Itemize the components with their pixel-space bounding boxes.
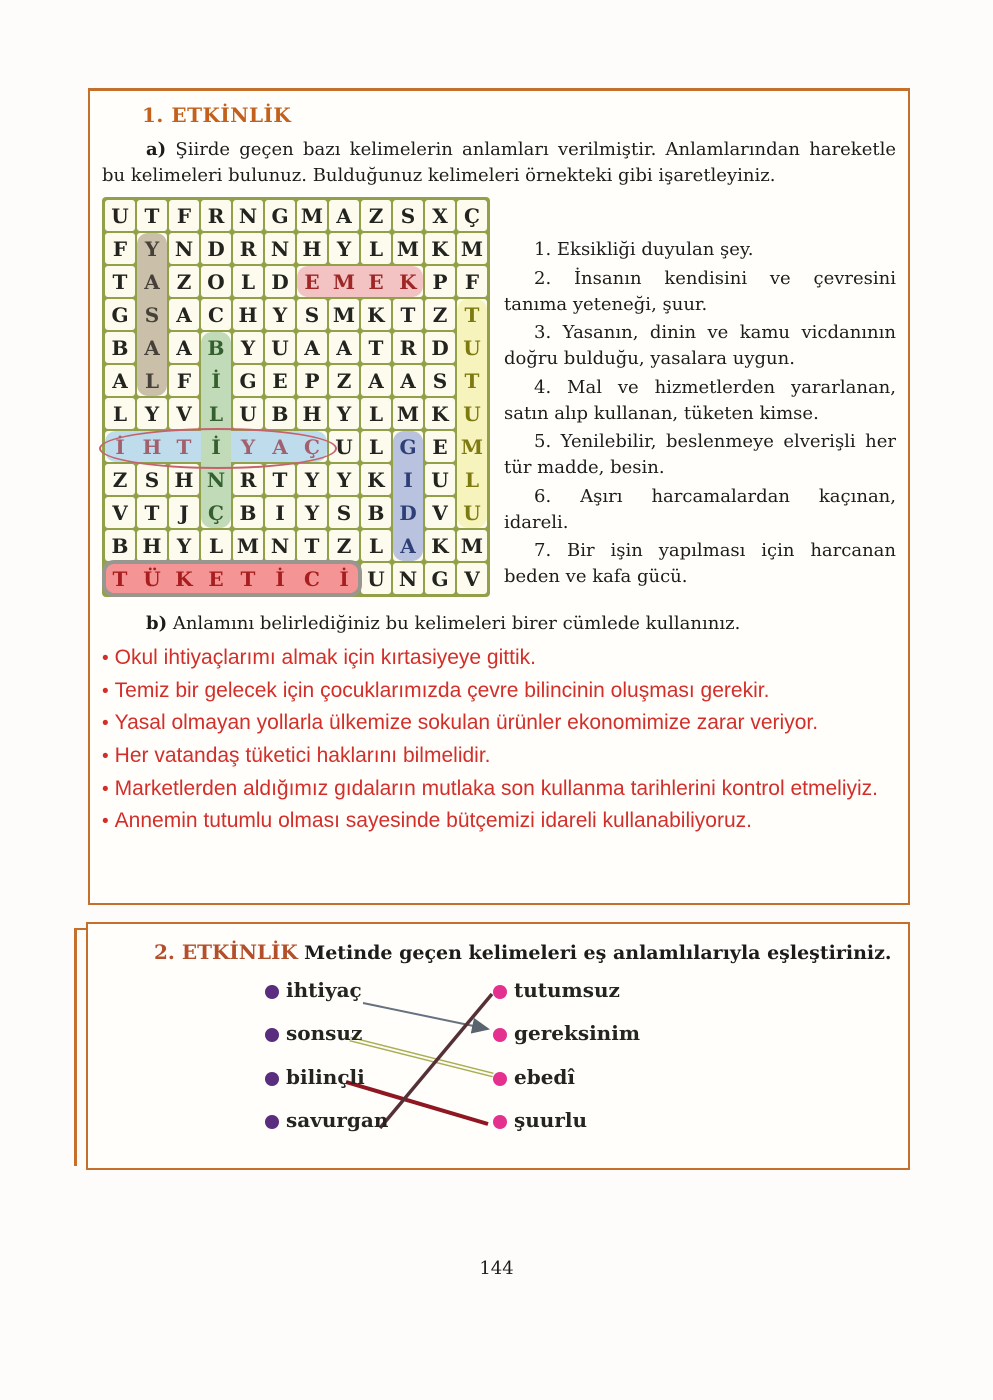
grid-letter: U [463, 335, 481, 360]
grid-letter: S [304, 302, 320, 327]
grid-letter: B [111, 335, 129, 360]
grid-letter: E [272, 368, 288, 393]
grid-letter: K [431, 236, 449, 261]
grid-letter: P [432, 269, 448, 294]
grid-cell [457, 530, 487, 561]
grid-letter: Y [240, 335, 256, 360]
grid-letter: K [367, 302, 385, 327]
grid-letter: İ [115, 434, 125, 459]
left-word-sonsuz: sonsuz [286, 1021, 363, 1045]
matching-lines-svg [88, 972, 908, 1162]
grid-letter: Ç [208, 500, 224, 525]
grid-letter: I [275, 500, 285, 525]
grid-letter: Z [368, 203, 384, 228]
grid-letter: Y [336, 236, 352, 261]
grid-letter: A [112, 368, 128, 393]
example-sentence: • Yasal olmayan yollarla ülkemize sokulan ürünler ekonomimize zarar veriyor. [102, 711, 819, 735]
grid-letter: Z [432, 302, 448, 327]
grid-letter: G [271, 203, 289, 228]
grid-letter: U [335, 434, 353, 459]
grid-letter: T [144, 500, 160, 525]
grid-cell [233, 530, 263, 561]
grid-letter: K [175, 566, 193, 591]
grid-letter: B [367, 500, 385, 525]
grid-letter: T [272, 467, 288, 492]
grid-letter: H [302, 401, 322, 426]
definition-item: 4. Mal ve hizmetlerden yararlanan, satın alıp kullanan, tüketen kimse. [504, 376, 896, 424]
right-word-tutumsuz: tutumsuz [514, 978, 620, 1002]
grid-letter: Y [336, 467, 352, 492]
grid-letter: A [400, 533, 416, 558]
grid-letter: K [431, 533, 449, 558]
grid-letter: Y [272, 302, 288, 327]
grid-letter: T [400, 302, 416, 327]
grid-letter: U [463, 500, 481, 525]
grid-letter: M [396, 236, 420, 261]
grid-letter: G [431, 566, 449, 591]
example-sentence: • Her vatandaş tüketici haklarını bilmelidir. [102, 744, 491, 768]
grid-letter: M [396, 401, 420, 426]
grid-letter: İ [211, 434, 221, 459]
grid-letter: X [432, 203, 448, 228]
grid-letter: L [144, 368, 160, 393]
grid-letter: Y [176, 533, 192, 558]
grid-letter: R [239, 467, 257, 492]
grid-letter: V [464, 566, 480, 591]
grid-letter: H [238, 302, 258, 327]
right-dot-icon [493, 1028, 507, 1042]
grid-letter: T [176, 434, 192, 459]
grid-letter: A [272, 434, 288, 459]
grid-letter: E [208, 566, 224, 591]
example-sentence: • Okul ihtiyaçlarımı almak için kırtasiyeye gittik. [102, 646, 536, 670]
grid-letter: Z [112, 467, 128, 492]
grid-letter: M [300, 203, 324, 228]
grid-letter: T [368, 335, 384, 360]
definition-item: 2. İnsanın kendisini ve çevresini tanıma yeteneği, şuur. [504, 267, 896, 315]
grid-letter: B [111, 533, 129, 558]
left-dot-icon [265, 1115, 279, 1129]
grid-letter: M [460, 434, 484, 459]
word-search-grid [102, 197, 490, 597]
definition-item: 6. Aşırı harcamalardan kaçınan, idareli. [504, 485, 896, 533]
grid-letter: E [304, 269, 320, 294]
grid-letter: U [367, 566, 385, 591]
grid-letter: U [271, 335, 289, 360]
grid-cell [329, 266, 359, 297]
example-sentence: • Marketlerden aldığımız gıdaların mutlaka son kullanma tarihlerini kontrol etmeliyiz. [102, 776, 878, 800]
grid-letter: H [302, 236, 322, 261]
grid-letter: Y [144, 236, 160, 261]
grid-letter: K [399, 269, 417, 294]
grid-letter: A [336, 203, 352, 228]
grid-cell [457, 431, 487, 462]
grid-letter: T [112, 269, 128, 294]
grid-letter: C [304, 566, 320, 591]
grid-letter: D [271, 269, 289, 294]
grid-letter: N [270, 533, 290, 558]
definition-item: 3. Yasanın, dinin ve kamu vicdanının doğru bulduğu, yasalara uygun. [504, 322, 896, 370]
grid-letter: İ [275, 566, 285, 591]
grid-letter: D [207, 236, 225, 261]
grid-letter: H [174, 467, 194, 492]
grid-letter: Z [336, 533, 352, 558]
example-sentence: • Annemin tutumlu olması sayesinde bütçemizi idareli kullanabiliyoruz. [102, 809, 752, 833]
bullet-icon: • [102, 713, 109, 735]
grid-letter: Ü [143, 566, 161, 591]
grid-letter: İ [339, 566, 349, 591]
grid-letter: L [208, 401, 224, 426]
grid-letter: Ç [464, 203, 480, 228]
grid-letter: T [304, 533, 320, 558]
grid-letter: G [111, 302, 129, 327]
grid-letter: İ [211, 368, 221, 393]
grid-letter: V [432, 500, 448, 525]
grid-letter: Z [176, 269, 192, 294]
grid-letter: D [399, 500, 417, 525]
grid-letter: T [240, 566, 256, 591]
grid-letter: B [239, 500, 257, 525]
match-line-ihtiyaç-gereksinim [363, 1003, 488, 1029]
grid-letter: S [144, 302, 160, 327]
grid-letter: F [176, 203, 192, 228]
left-word-ihtiyaç: ihtiyaç [286, 978, 362, 1002]
left-dot-icon [265, 1072, 279, 1086]
grid-letter: L [208, 533, 224, 558]
grid-letter: E [368, 269, 384, 294]
grid-letter: Z [336, 368, 352, 393]
grid-letter: A [144, 335, 160, 360]
grid-letter: U [431, 467, 449, 492]
sentence-list [102, 642, 896, 837]
grid-letter: V [176, 401, 192, 426]
grid-letter: A [304, 335, 320, 360]
part-b-label: b) [146, 613, 168, 635]
grid-letter: B [271, 401, 289, 426]
grid-letter: J [179, 500, 189, 525]
example-sentence: • Temiz bir gelecek için çocuklarımızda çevre bilincinin oluşması gerekir. [102, 678, 770, 702]
grid-letter: N [174, 236, 194, 261]
grid-letter: Y [304, 500, 320, 525]
grid-letter: D [431, 335, 449, 360]
left-word-savurgan: savurgan [286, 1108, 389, 1132]
grid-letter: A [176, 335, 192, 360]
right-word-ebedî: ebedî [514, 1065, 576, 1089]
grid-letter: A [336, 335, 352, 360]
right-dot-icon [493, 1072, 507, 1086]
definition-item: 7. Bir işin yapılması için harcanan beden ve kafa gücü. [504, 540, 896, 587]
grid-letter: U [239, 401, 257, 426]
grid-letter: T [112, 566, 128, 591]
grid-letter: N [270, 236, 290, 261]
part-b-line [102, 611, 896, 636]
activity1-intro [102, 137, 896, 189]
grid-cell [297, 200, 327, 231]
grid-letter: M [460, 236, 484, 261]
grid-letter: P [304, 368, 320, 393]
grid-letter: L [112, 401, 128, 426]
grid-cell [329, 299, 359, 330]
grid-letter: G [399, 434, 417, 459]
grid-letter: N [206, 467, 226, 492]
left-word-bilinçli: bilinçli [286, 1065, 365, 1089]
grid-letter: B [207, 335, 225, 360]
grid-letter: S [336, 500, 352, 525]
grid-letter: N [398, 566, 418, 591]
activity1-box [88, 88, 910, 905]
activity2-title: 2. ETKİNLİK [154, 940, 298, 964]
grid-letter: M [460, 533, 484, 558]
grid-letter: U [111, 203, 129, 228]
grid-letter: F [464, 269, 480, 294]
bullet-icon: • [102, 778, 109, 800]
definition-item: 1. Eksikliği duyulan şey. [534, 239, 754, 261]
activity2-instruction: Metinde geçen kelimeleri eş anlamlılarıyla eşleştiriniz. [304, 942, 892, 964]
grid-letter: Y [304, 467, 320, 492]
grid-letter: R [399, 335, 417, 360]
activity2-box [86, 922, 910, 1170]
activity2-heading [154, 940, 908, 964]
definition-item: 5. Yenilebilir, beslenmeye elverişli her tür madde, besin. [504, 431, 896, 479]
grid-letter: S [432, 368, 448, 393]
bullet-icon: • [102, 648, 109, 670]
grid-letter: T [464, 368, 480, 393]
grid-letter: M [332, 302, 356, 327]
grid-letter: Ç [304, 434, 320, 459]
grid-letter: H [142, 533, 162, 558]
grid-letter: M [332, 269, 356, 294]
grid-letter: S [400, 203, 416, 228]
right-dot-icon [493, 985, 507, 999]
grid-letter: T [144, 203, 160, 228]
grid-letter: F [112, 236, 128, 261]
grid-letter: V [112, 500, 128, 525]
highlight-TÜKETİCİ [102, 560, 362, 597]
grid-letter: U [463, 401, 481, 426]
grid-cell [457, 233, 487, 264]
grid-letter: R [207, 203, 225, 228]
grid-letter: F [176, 368, 192, 393]
grid-letter: K [367, 467, 385, 492]
grid-letter: T [464, 302, 480, 327]
grid-letter: A [144, 269, 160, 294]
grid-letter: L [368, 236, 384, 261]
left-dot-icon [265, 1028, 279, 1042]
grid-letter: C [208, 302, 224, 327]
grid-letter: E [432, 434, 448, 459]
right-word-şuurlu: şuurlu [514, 1108, 588, 1132]
grid-letter: I [403, 467, 413, 492]
grid-letter: N [238, 203, 258, 228]
grid-letter: R [239, 236, 257, 261]
bullet-icon: • [102, 680, 109, 702]
grid-letter: M [236, 533, 260, 558]
grid-letter: O [207, 269, 225, 294]
grid-letter: L [464, 467, 480, 492]
part-a-label: a) [146, 139, 167, 160]
grid-letter: Y [144, 401, 160, 426]
grid-letter: L [368, 434, 384, 459]
matching-diagram [88, 972, 908, 1162]
bullet-icon: • [102, 811, 109, 833]
grid-cell [393, 398, 423, 429]
grid-letter: A [400, 368, 416, 393]
grid-letter: Y [336, 401, 352, 426]
part-a-text: Şiirde geçen bazı kelimelerin anlamları verilmiştir. Anlamlarından hareketle bu kelimeleri bulunuz. Bulduğunuz kelimeleri örnekteki gibi işaretleyiniz. [102, 139, 896, 187]
right-word-gereksinim: gereksinim [514, 1021, 640, 1045]
match-line-inner-gap [350, 1039, 493, 1075]
left-dot-icon [265, 985, 279, 999]
grid-letter: L [368, 401, 384, 426]
bullet-icon: • [102, 746, 109, 768]
activity1-title: 1. ETKİNLİK [142, 103, 292, 127]
grid-letter: S [144, 467, 160, 492]
right-dot-icon [493, 1115, 507, 1129]
grid-letter: A [176, 302, 192, 327]
grid-letter: L [368, 533, 384, 558]
grid-letter: Y [240, 434, 256, 459]
grid-letter: G [239, 368, 257, 393]
grid-letter: K [431, 401, 449, 426]
definitions-list [490, 197, 896, 597]
grid-letter: A [368, 368, 384, 393]
grid-letter: H [142, 434, 162, 459]
grid-cell [393, 233, 423, 264]
grid-letter: L [240, 269, 256, 294]
page-number: 144 [479, 1258, 514, 1279]
part-b-text: Anlamını belirlediğiniz bu kelimeleri birer cümlede kullanınız. [172, 613, 741, 635]
grid-and-definitions [102, 197, 896, 597]
